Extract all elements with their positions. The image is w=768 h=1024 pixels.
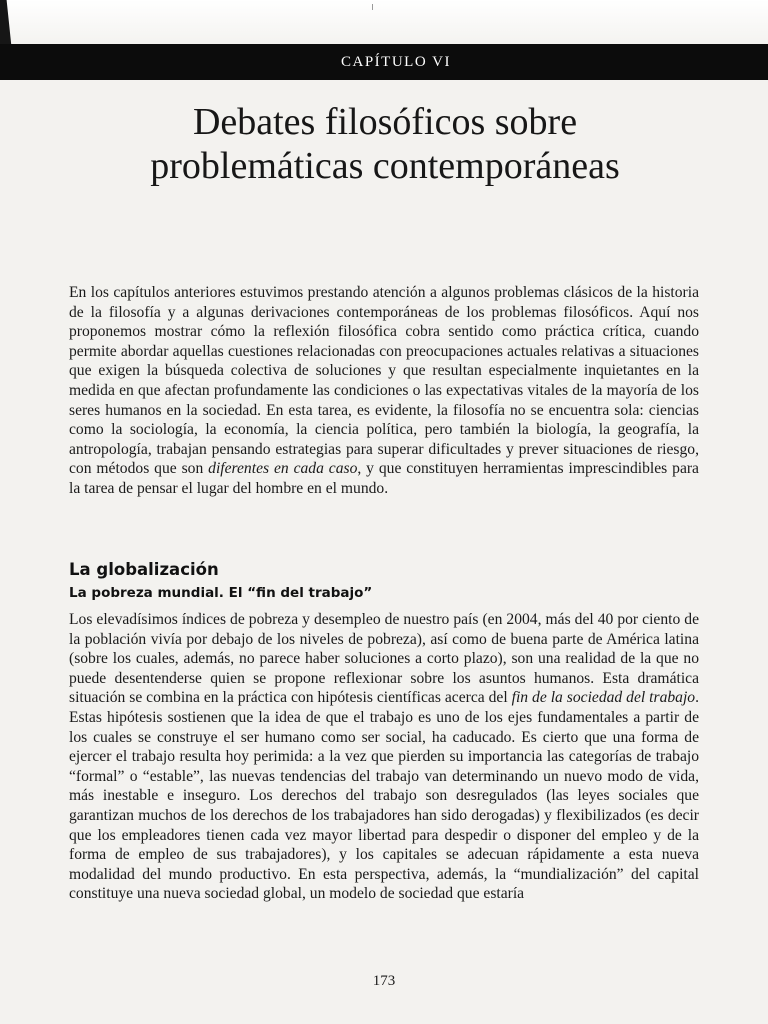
body-italic-phrase: fin de la sociedad del trabajo	[511, 689, 696, 707]
page-top-edge	[0, 0, 768, 48]
page-title	[60, 100, 710, 188]
section-heading: La globalización	[69, 560, 219, 579]
intro-italic-phrase: diferentes en cada caso	[208, 460, 358, 478]
intro-text-end: , y que constituyen herramientas imprescindibles para la tarea de pensar el lugar del hombre en el mundo.	[69, 460, 699, 497]
chapter-label: CAPÍTULO VI	[341, 53, 451, 70]
chapter-banner	[0, 44, 768, 80]
body-text-start: Los elevadísimos índices de pobreza y desempleo de nuestro país (en 2004, más del 40 por ciento de la población vivía por debajo de los niveles de pobreza), así como de buena parte de América latina (sobre los cuales, además, no parece haber soluciones a corto plazo), son una realidad de la que no puede desentenderse quien se propone reflexionar sobre los asuntos humanos. Esta dramática situación se combina en la práctica con hipótesis científicas acerca del	[69, 611, 699, 707]
page-number: 173	[372, 973, 396, 989]
intro-paragraph	[69, 283, 699, 499]
page-title-line-1: Debates filosóficos sobre	[192, 101, 578, 143]
intro-text-start: En los capítulos anteriores estuvimos prestando atención a algunos problemas clásicos de la historia de la filosofía y a algunas derivaciones contemporáneas de los problemas filosóficos. Aquí nos proponemos mostrar cómo la reflexión filosófica cobra sentido como práctica crítica, cuando permite abordar aquellas cuestiones relacionadas con preocupaciones actuales relativas a situaciones que exigen la búsqueda colectiva de soluciones y que resultan especialmente inquietantes en la medida en que afectan profundamente las condiciones o las expectativas vitales de la mayoría de los seres humanos en la sociedad. En esta tarea, es evidente, la filosofía no se encuentra sola: ciencias como la sociología, la economía, la ciencia política, pero también la biología, la geografía, la antropología, trabajan pensando estrategias para superar dificultades y prever situaciones de riesgo, con métodos que son	[69, 284, 699, 478]
subsection-heading: La pobreza mundial. El “fin del trabajo”	[69, 585, 373, 601]
body-paragraph	[69, 610, 699, 904]
page-title-line-2: problemáticas contemporáneas	[150, 145, 620, 187]
print-mark	[372, 4, 373, 10]
body-text-end: . Estas hipótesis sostienen que la idea de que el trabajo es uno de los ejes fundamentales a partir de los cuales se construye el ser humano como ser social, ha caducado. Es cierto que una forma de ejercer el trabajo resulta hoy perimida: a la vez que pierden su importancia las categorías de trabajo “formal” o “estable”, las nuevas tendencias del trabajo van determinando un nuevo modo de vida, más inestable e inseguro. Los derechos del trabajo son desregulados (las leyes sociales que garantizan muchos de los derechos de los trabajadores han sido derogadas) y flexibilizados (es decir que los empleadores tienen cada vez mayor libertad para despedir o disponer del empleo y de la forma de empleo de sus trabajadores), y los capitales se adecuan rápidamente a esta nueva modalidad del mundo productivo. En esta perspectiva, además, la “mundialización” del capital constituye una nueva sociedad global, un modelo de sociedad que estaría	[69, 689, 699, 903]
